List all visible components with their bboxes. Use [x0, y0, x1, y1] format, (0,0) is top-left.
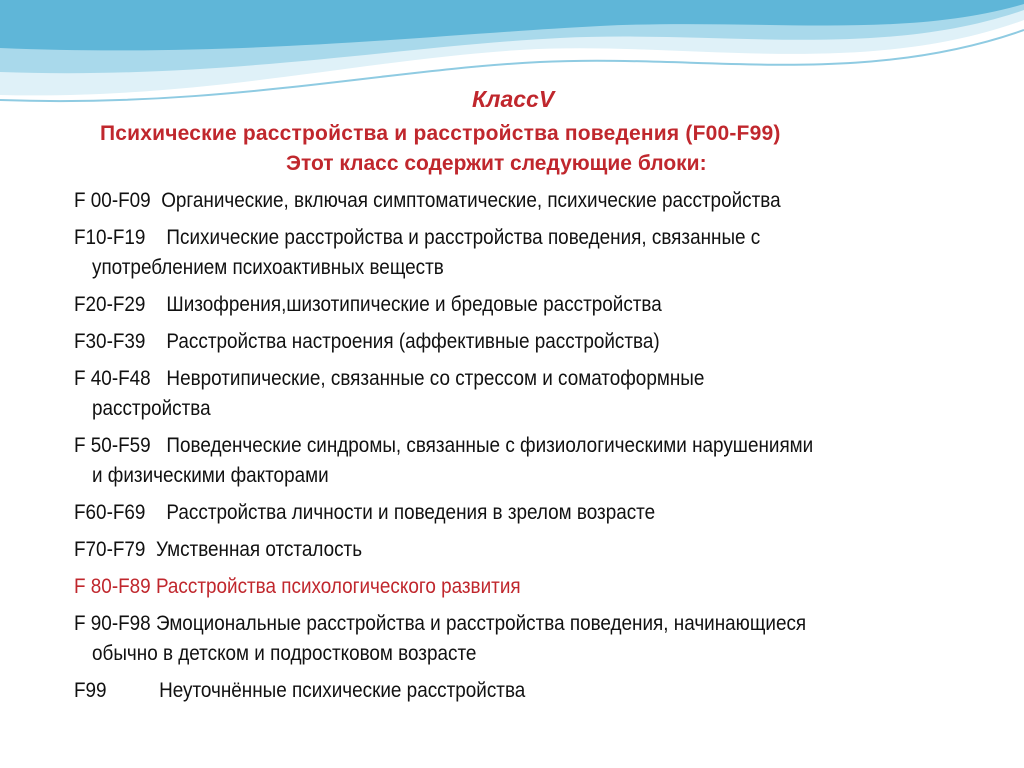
class-subtitle: Психические расстройства и расстройства поведения (F00-F99)	[100, 122, 781, 145]
block-title: Расстройства настроения (аффективные расстройства)	[166, 330, 660, 353]
block-title-continued: употреблением психоактивных веществ	[92, 256, 444, 279]
block-title: Расстройства личности и поведения в зрелом возрасте	[166, 501, 656, 524]
block-code: F 00-F09	[74, 189, 162, 212]
block-title: Неуточнённые психические расстройства	[159, 679, 526, 702]
block-f30-f39	[74, 327, 974, 357]
blocks-intro: Этот класс содержит следующие блоки:	[286, 152, 707, 175]
block-code: F 90-F98	[74, 612, 156, 635]
block-title: Психические расстройства и расстройства поведения, связанные с	[166, 226, 761, 249]
block-f80-f89	[74, 572, 974, 602]
block-f40-f48	[74, 364, 974, 424]
block-f00-f09	[74, 186, 974, 216]
block-title: Поведенческие синдромы, связанные с физиологическими нарушениями	[166, 434, 814, 457]
block-f20-f29	[74, 290, 974, 320]
block-title: Органические, включая симптоматические, психические расстройства	[161, 189, 781, 212]
block-title-continued: расстройства	[92, 397, 211, 420]
block-code: F60-F69	[74, 501, 167, 524]
block-title: Шизофрения,шизотипические и бредовые расстройства	[166, 293, 662, 316]
block-code: F10-F19	[74, 226, 167, 249]
block-title-continued: обычно в детском и подростковом возрасте	[92, 642, 477, 665]
block-title-continued: и физическими факторами	[92, 464, 329, 487]
block-code: F30-F39	[74, 330, 167, 353]
block-title: Эмоциональные расстройства и расстройства поведения, начинающиеся	[155, 612, 807, 635]
block-code: F99	[74, 679, 160, 702]
class-title: КлассV	[472, 86, 555, 112]
block-f99	[74, 676, 974, 706]
block-f60-f69	[74, 498, 974, 528]
block-code: F 40-F48	[74, 367, 167, 390]
block-title: Умственная отсталость	[155, 538, 363, 561]
block-f10-f19	[74, 223, 974, 283]
block-code: F20-F29	[74, 293, 167, 316]
block-code: F 80-F89	[74, 575, 156, 598]
block-f70-f79	[74, 535, 974, 565]
block-title: Невротипические, связанные со стрессом и соматоформные	[166, 367, 705, 390]
block-f90-f98	[74, 609, 974, 669]
block-title: Расстройства психологического развития	[155, 575, 521, 598]
block-f50-f59	[74, 431, 974, 491]
block-code: F 50-F59	[74, 434, 167, 457]
blocks-list	[74, 186, 974, 713]
block-code: F70-F79	[74, 538, 156, 561]
